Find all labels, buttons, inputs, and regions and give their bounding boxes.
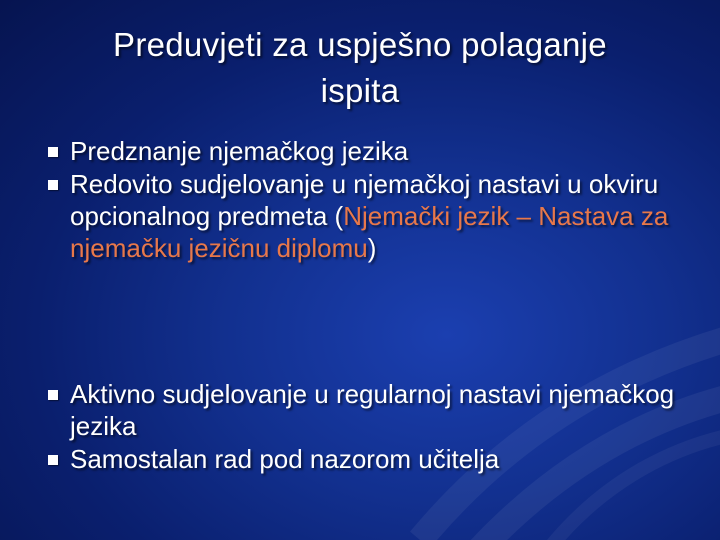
highlighted-course-name: Njemački jezik – Nastava za njemačku jezičnu diplomu [70,201,669,263]
square-bullet-icon [48,180,58,190]
square-bullet-icon [48,455,58,465]
slide-title-line-2: ispita [320,72,400,109]
bullet-text: Aktivno sudjelovanje u regularnoj nastavi njemačkog jezika [70,379,675,441]
square-bullet-icon [48,147,58,157]
list-item [48,378,688,442]
list-item [48,168,688,264]
list-item [48,135,688,167]
slide-title [20,22,700,114]
bullet-text: Samostalan rad pod nazorom učitelja [70,444,500,474]
bullet-list-activities [48,378,688,476]
bullet-list-prerequisites [48,135,688,265]
bullet-text: Redovito sudjelovanje u njemačkoj nastavi u okviru opcionalnog predmeta ( [70,169,659,231]
slide-title-line-1: Preduvjeti za uspješno polaganje [113,26,607,63]
bullet-text: Predznanje njemačkog jezika [70,136,409,166]
square-bullet-icon [48,390,58,400]
list-item [48,443,688,475]
bullet-text-end: ) [367,233,377,263]
